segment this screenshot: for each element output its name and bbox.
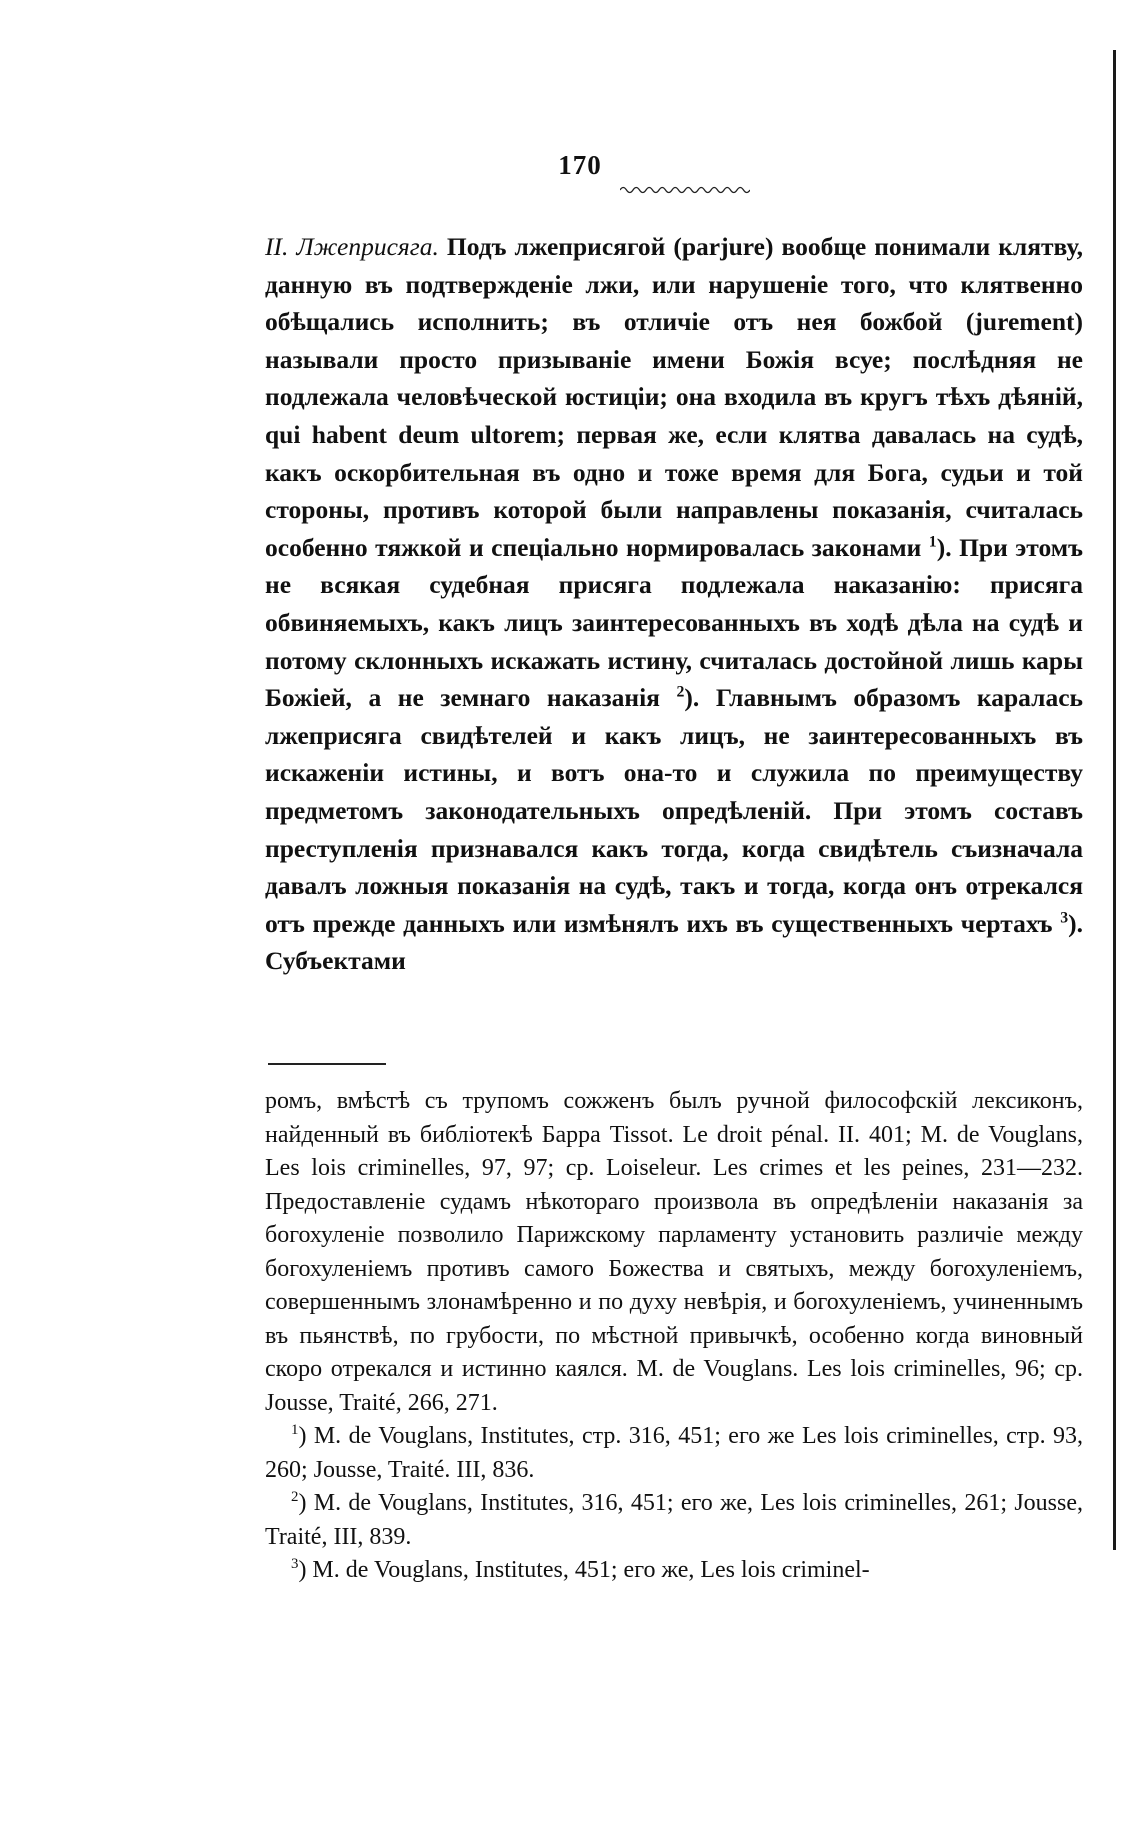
footnote-text-1: ) M. de Vouglans, Institutes, стр. 316, 451; его же Les lois criminelles, стр. 93, 260; Jousse, Traité. III, 836. (265, 1423, 1083, 1483)
footnote-3 (265, 1554, 1083, 1588)
paragraph-text-3: ). Главнымъ образомъ каралась лжеприсяга свидѣтелей и какъ лицъ, не заинтересованныхъ въ искаженіи истины, и вотъ она-то и служила по преимуществу предметомъ законодательныхъ опредѣленій. При этомъ составъ преступленія признавался какъ тогда, когда свидѣтель съизначала давалъ ложныя показанія на судѣ, такъ и тогда, когда онъ отрекался отъ прежде данныхъ или измѣнялъ ихъ въ существенныхъ чертахъ (265, 683, 1084, 938)
footnote-continuation: ромъ, вмѣстѣ съ трупомъ сожженъ былъ ручной философскій лексиконъ, найденный въ библіотекѣ Барра Tissot. Le droit pénal. II. 401; M. de Vouglans, Les lois criminelles, 97, 97; ср. Loiseleur. Les crimes et les peines, 231—232. Предоставленіе судамъ нѣкотораго произвола въ опредѣленіи наказанія за богохуленіе позволило Парижскому парламенту установить различіе между богохуленіемъ противъ самого Божества и святыхъ, между богохуленіемъ, совершеннымъ злонамѣренно и по духу невѣрія, и богохуленіемъ, учиненнымъ въ пьянствѣ, по грубости, по мѣстной привычкѣ, особенно когда виновный скоро отрекался и истинно каялся. M. de Vouglans. Les lois criminelles, 96; ср. Jousse, Traité, 266, 271. (265, 1088, 1083, 1416)
footnote-text-2: ) M. de Vouglans, Institutes, 316, 451; его же, Les lois criminelles, 261; Jousse, Traité, III, 839. (265, 1490, 1083, 1550)
section-heading: II. Лжеприсяга. (265, 232, 439, 261)
paragraph-text-1: Подъ лжеприсягой (parjure) вообще понимали клятву, данную въ подтвержденіе лжи, или нарушеніе того, что клятвенно обѣщались исполнить; въ отличіе отъ нея божбой (jurement) называли просто призываніе имени Божія всуе; послѣдняя не подлежала человѣческой юстиціи; она входила въ кругъ тѣхъ дѣяній, qui habent deum ultorem; первая же, если клятва давалась на судѣ, какъ оскорбительная въ одно и тоже время для Бога, судьи и той стороны, противъ которой были направлены показанія, считалась особенно тяжкой и спеціально нормировалась законами (265, 232, 1084, 562)
footnote-text-3: ) M. de Vouglans, Institutes, 451; его же, Les lois criminel- (298, 1557, 870, 1583)
footnote-ref-3: 3 (1060, 909, 1069, 927)
page-header (0, 150, 1140, 181)
footnote-marker-2: 2 (291, 1489, 299, 1505)
page-edge-rule (1113, 50, 1116, 1550)
footnote-marker-1: 1 (291, 1422, 299, 1438)
footnote-2 (265, 1487, 1083, 1554)
paragraph-text-4: ). Субъектами (265, 908, 1083, 976)
footnote-marker-3: 3 (291, 1556, 299, 1572)
footnote-ref-2: 2 (676, 683, 685, 701)
page-number: 170 (558, 150, 602, 180)
footnote-ref-1: 1 (928, 533, 937, 551)
paragraph-text-2: ). При этомъ не всякая судебная присяга подлежала наказанію: присяга обвиняемыхъ, какъ лицъ заинтересованныхъ въ ходѣ дѣла на судѣ и потому склонныхъ искажать истину, считалась достойной лишь кары Божіей, а не земнаго наказанія (265, 532, 1083, 713)
page-number-ornament (620, 185, 750, 195)
footnote-divider (268, 1063, 386, 1065)
footnotes-section (265, 1085, 1083, 1588)
main-paragraph (265, 228, 1083, 980)
footnote-1 (265, 1420, 1083, 1487)
